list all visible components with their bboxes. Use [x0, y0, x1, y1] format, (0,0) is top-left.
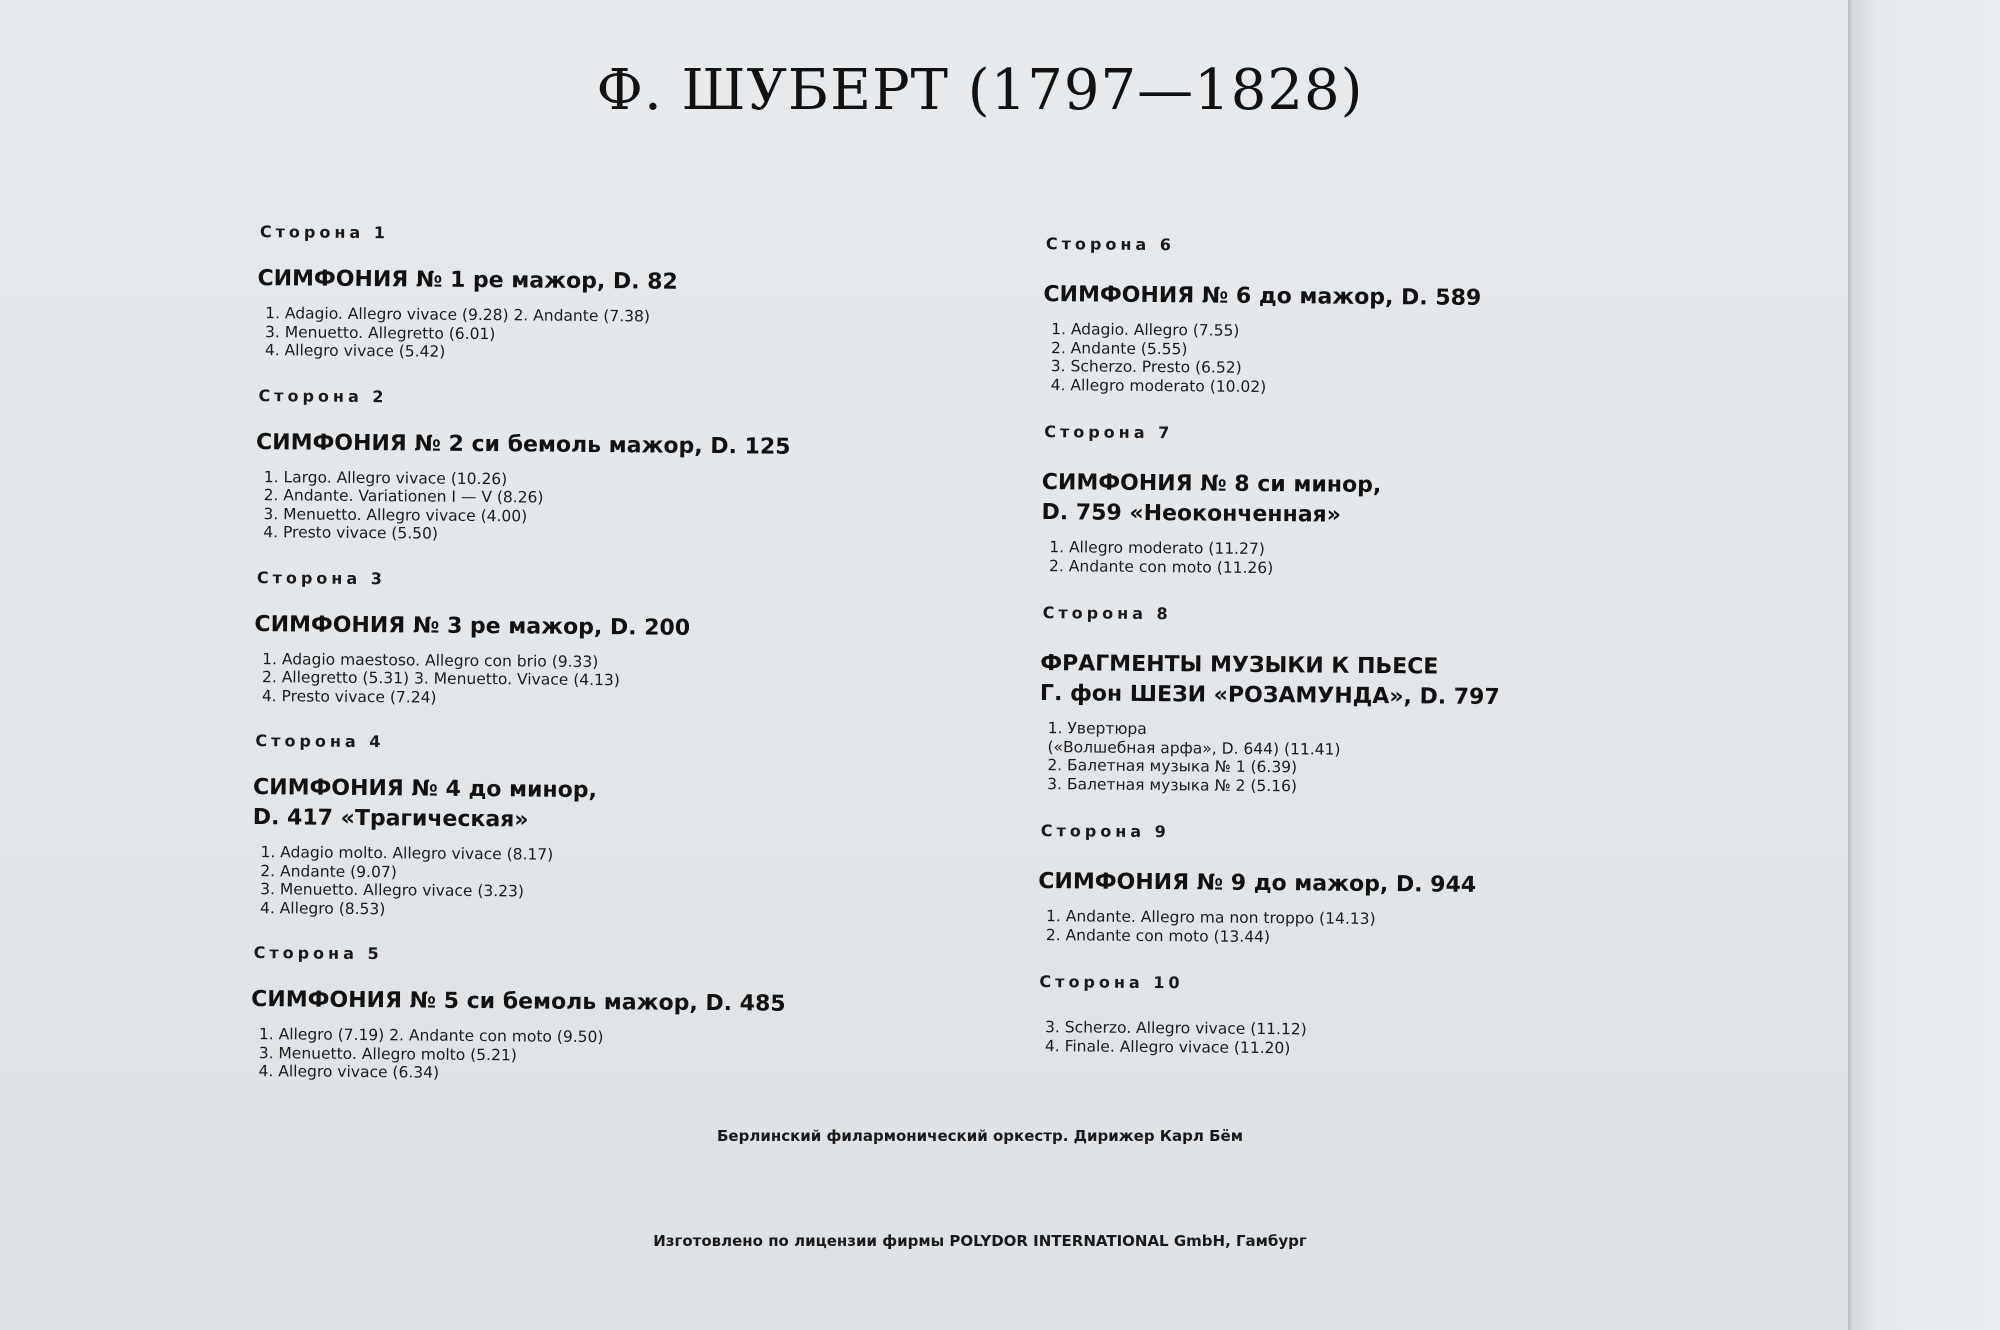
track-item: 2. Allegretto (5.31) 3. Menuetto. Vivace (4.13)	[261, 668, 620, 690]
track-item: 3. Scherzo. Presto (6.52)	[1050, 357, 1242, 377]
track-item: 3. Балетная музыка № 2 (5.16)	[1047, 774, 1298, 795]
record-side	[246, 567, 790, 709]
track-item: 3. Menuetto. Allegro molto (5.21)	[258, 1043, 517, 1064]
record-side	[247, 385, 791, 546]
record-side	[1031, 603, 1500, 797]
track-item: 4. Allegro vivace (6.34)	[258, 1062, 440, 1082]
side-label: Сторона 6	[1045, 234, 1176, 255]
work-title-line: СИМФОНИЯ № 5 си бемоль мажор, D. 485	[251, 987, 786, 1017]
work-title	[1041, 468, 1501, 532]
right-column	[1029, 234, 1504, 1059]
track-list	[1049, 538, 1501, 579]
work-title-line: СИМФОНИЯ № 9 до мажор, D. 944	[1038, 869, 1477, 898]
license-text: Изготовлено по лицензии фирмы POLYDOR INTERNATIONAL GmbH, Гамбург	[653, 1232, 1307, 1250]
track-item: 1. Adagio. Allegro vivace (9.28) 2. Andante (7.38)	[265, 304, 651, 326]
track-item: 1. Allegro moderato (11.27)	[1049, 538, 1265, 559]
work-title-line: D. 417 «Трагическая»	[252, 805, 529, 833]
side-label: Сторона 10	[1039, 972, 1184, 993]
side-label: Сторона 3	[256, 567, 386, 588]
side-label: Сторона 1	[259, 222, 390, 243]
side-label: Сторона 8	[1042, 603, 1172, 624]
work-title-line: Г. фон ШЕЗИ «РОЗАМУНДА», D. 797	[1039, 681, 1500, 711]
record-side	[1033, 422, 1502, 579]
record-side	[1029, 972, 1497, 1059]
track-item: 1. Allegro (7.19) 2. Andante con moto (9.50)	[258, 1025, 604, 1047]
track-item: 4. Allegro moderato (10.02)	[1050, 375, 1267, 396]
track-list	[1046, 907, 1498, 948]
track-list	[1051, 320, 1503, 398]
track-list	[262, 650, 789, 710]
track-item: 2. Andante (9.07)	[260, 861, 397, 881]
track-item: 1. Adagio molto. Allegro vivace (8.17)	[260, 843, 554, 864]
page-title: Ф. ШУБЕРТ (1797—1828)	[596, 58, 1364, 123]
side-label: Сторона 7	[1044, 422, 1174, 443]
work-title	[256, 428, 791, 463]
work-title-line: СИМФОНИЯ № 8 си минор,	[1041, 470, 1382, 499]
track-item: 2. Балетная музыка № 1 (6.39)	[1047, 756, 1298, 777]
track-list	[259, 1025, 786, 1085]
orchestra-text: Берлинский филармонический оркестр. Дирижер	[716, 1127, 1160, 1145]
work-title	[1043, 280, 1503, 314]
conductor-name: Карл Бём	[1159, 1127, 1243, 1145]
track-item: 4. Allegro (8.53)	[259, 898, 386, 918]
track-item: 1. Andante. Allegro ma non troppo (14.13)	[1045, 907, 1376, 928]
track-list	[263, 468, 790, 547]
track-item: («Волшебная арфа», D. 644) (11.41)	[1047, 737, 1341, 759]
work-title-line: СИМФОНИЯ № 6 до мажор, D. 589	[1043, 282, 1482, 311]
track-list	[260, 843, 787, 922]
track-list	[265, 304, 792, 364]
work-title-line: СИМФОНИЯ № 3 ре мажор, D. 200	[254, 611, 691, 641]
license-line	[0, 1232, 1960, 1250]
track-item: 2. Andante. Variationen I — V (8.26)	[263, 486, 544, 507]
work-title-line: СИМФОНИЯ № 2 си бемоль мажор, D. 125	[255, 429, 791, 460]
track-item: 2. Andante con moto (13.44)	[1045, 925, 1271, 946]
track-item: 4. Allegro vivace (5.42)	[264, 341, 446, 361]
work-title-line: СИМФОНИЯ № 4 до минор,	[252, 775, 598, 804]
record-side	[1030, 821, 1499, 948]
work-title	[257, 264, 792, 299]
track-item: 3. Menuetto. Allegro vivace (4.00)	[263, 504, 528, 525]
work-title-line: ФРАГМЕНТЫ МУЗЫКИ К ПЬЕСЕ	[1040, 651, 1439, 680]
track-item: 1. Adagio maestoso. Allegro con brio (9.33)	[262, 649, 599, 671]
track-item: 1. Adagio. Allegro (7.55)	[1051, 320, 1240, 340]
track-item: 4. Presto vivace (5.50)	[263, 523, 439, 543]
track-list	[1047, 719, 1499, 797]
work-title	[1040, 649, 1500, 713]
track-item: 3. Menuetto. Allegretto (6.01)	[264, 322, 496, 343]
track-item: 3. Menuetto. Allegro vivace (3.23)	[260, 880, 525, 901]
work-title	[1038, 867, 1498, 901]
record-side	[249, 222, 793, 364]
side-label: Сторона 2	[258, 385, 388, 406]
side-label: Сторона 4	[255, 731, 385, 752]
track-item: 4. Presto vivace (7.24)	[261, 686, 437, 707]
work-title	[253, 773, 788, 838]
work-title	[251, 985, 786, 1020]
orchestra-credit	[0, 1127, 1960, 1145]
record-side	[244, 731, 788, 922]
left-column	[243, 222, 793, 1085]
work-title-line: D. 759 «Неоконченная»	[1041, 500, 1342, 528]
track-item: 3. Scherzo. Allegro vivace (11.12)	[1045, 1018, 1307, 1039]
work-title-line: СИМФОНИЯ № 1 ре мажор, D. 82	[257, 266, 678, 295]
track-list	[1045, 1018, 1497, 1059]
work-title	[254, 610, 789, 645]
track-item: 2. Andante (5.55)	[1050, 338, 1188, 358]
track-item: 2. Andante con moto (11.26)	[1049, 556, 1274, 577]
track-item: 4. Finale. Allegro vivace (11.20)	[1044, 1036, 1291, 1057]
track-item: 1. Largo. Allegro vivace (10.26)	[263, 467, 508, 488]
side-label: Сторона 9	[1040, 821, 1170, 842]
record-side	[243, 943, 787, 1085]
track-item: 1. Увертюра	[1047, 719, 1147, 738]
side-label: Сторона 5	[253, 943, 383, 964]
record-side	[1035, 234, 1504, 398]
